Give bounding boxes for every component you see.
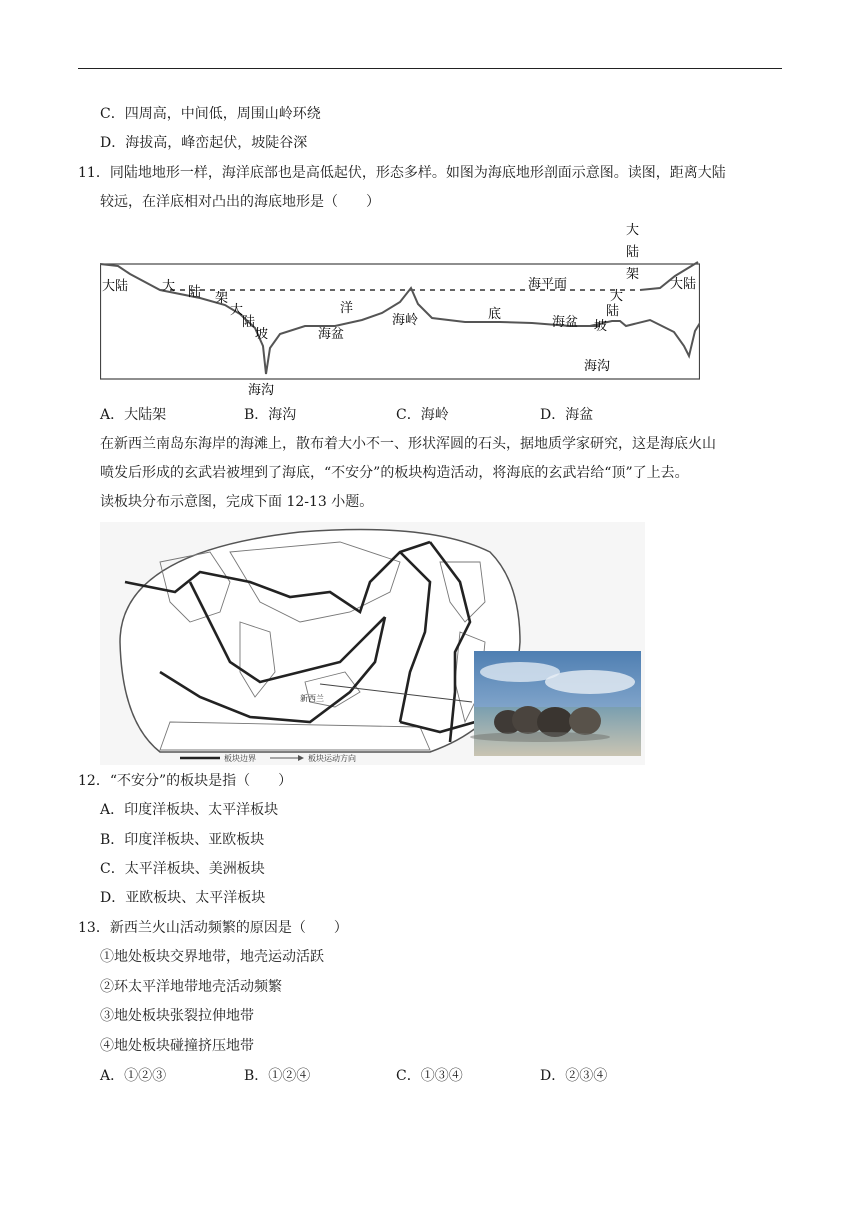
q11-option-a[interactable]: A．大陆架 (100, 407, 167, 423)
label-slope-left-1: 大 (230, 303, 244, 318)
label-land-right: 大陆 (670, 277, 697, 292)
q13-statement-4: ④地处板块碰撞挤压地带 (100, 1038, 254, 1054)
prev-option-c[interactable]: C．四周高，中间低，周围山岭环绕 (100, 106, 321, 122)
label-basin-left: 海盆 (318, 327, 345, 342)
q13-statement-2: ②环太平洋地带地壳活动频繁 (100, 979, 282, 995)
label-shelf-left-3: 架 (215, 291, 229, 306)
plate-boundary-map (100, 522, 645, 765)
header-rule (78, 68, 782, 69)
q11-stem-line2: 较远，在洋底相对凸出的海底地形是（ ） (100, 194, 380, 210)
nz-label: 新西兰 (300, 694, 324, 703)
label-shelf-left-1: 大 (162, 279, 176, 294)
seafloor-profile-figure (100, 218, 700, 400)
q12-option-b[interactable]: B．印度洋板块、亚欧板块 (100, 832, 265, 848)
passage-line2: 喷发后形成的玄武岩被埋到了海底，“不安分”的板块构造活动，将海底的玄武岩给“顶”了上去。 (100, 465, 689, 481)
label-shelf-right-3: 架 (626, 267, 640, 282)
q13-statement-3: ③地处板块张裂拉伸地带 (100, 1008, 254, 1024)
q13-option-d[interactable]: D．②③④ (540, 1068, 608, 1084)
label-sea-level: 海平面 (528, 277, 568, 292)
q12-option-c[interactable]: C．太平洋板块、美洲板块 (100, 861, 265, 877)
label-trench-right: 海沟 (584, 359, 611, 374)
legend-boundary-label: 板块边界 (224, 754, 256, 763)
q13-option-b[interactable]: B．①②④ (244, 1068, 311, 1084)
q12-option-a[interactable]: A．印度洋板块、太平洋板块 (100, 802, 279, 818)
q13-statement-1: ①地处板块交界地带，地壳运动活跃 (100, 949, 324, 965)
passage-line3: 读板块分布示意图，完成下面 12-13 小题。 (100, 494, 374, 510)
q12-stem: 12．“不安分”的板块是指（ ） (78, 773, 293, 789)
label-slope-right-3: 坡 (594, 319, 608, 334)
label-basin-right: 海盆 (552, 315, 579, 330)
label-slope-left-3: 坡 (255, 327, 269, 342)
label-ridge: 海岭 (392, 313, 419, 328)
legend-direction-label: 板块运动方向 (308, 754, 356, 763)
q11-option-b[interactable]: B．海沟 (244, 407, 297, 423)
q13-option-a[interactable]: A．①②③ (100, 1068, 167, 1084)
label-shelf-right-2: 陆 (626, 245, 640, 260)
label-slope-right-2: 陆 (606, 304, 620, 319)
label-trench-left: 海沟 (248, 383, 275, 398)
passage-line1: 在新西兰南岛东海岸的海滩上，散布着大小不一、形状浑圆的石头，据地质学家研究，这是海底火山 (100, 436, 716, 452)
label-shelf-right-1: 大 (626, 223, 640, 238)
label-slope-left-2: 陆 (242, 315, 256, 330)
beach-boulders-photo (470, 651, 641, 756)
q13-option-c[interactable]: C．①③④ (396, 1068, 463, 1084)
label-shelf-left-2: 陆 (188, 285, 202, 300)
q11-option-d[interactable]: D．海盆 (540, 407, 594, 423)
label-di: 底 (488, 307, 502, 322)
q11-option-c[interactable]: C．海岭 (396, 407, 449, 423)
label-yang: 洋 (340, 301, 354, 316)
q12-option-d[interactable]: D．亚欧板块、太平洋板块 (100, 890, 266, 906)
q13-stem: 13．新西兰火山活动频繁的原因是（ ） (78, 920, 348, 936)
label-land-left: 大陆 (102, 279, 129, 294)
q11-stem-line1: 11．同陆地地形一样，海洋底部也是高低起伏，形态多样。如图为海底地形剖面示意图。读图，距离大陆 (78, 165, 726, 181)
label-slope-right-1: 大 (610, 289, 624, 304)
prev-option-d[interactable]: D．海拔高，峰峦起伏，坡陡谷深 (100, 135, 308, 151)
